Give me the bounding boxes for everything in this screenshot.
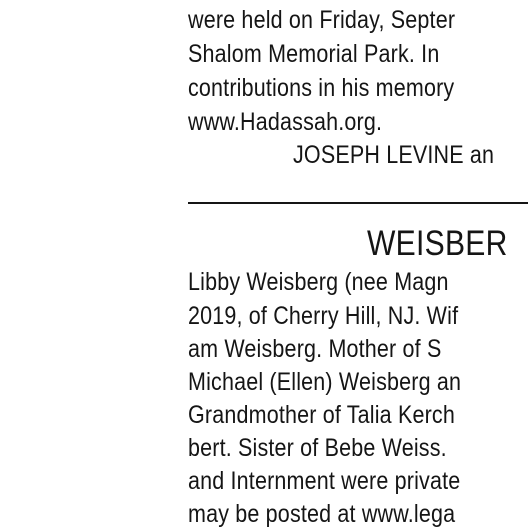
funeral-home-signature: JOSEPH LEVINE an — [293, 141, 495, 169]
obituary-line-7: and Internment were private — [188, 467, 461, 495]
obituary-line-5: Grandmother of Talia Kerch — [188, 401, 455, 429]
obituary-surname-heading: WEISBER — [367, 224, 508, 263]
obituary-line-1: Libby Weisberg (nee Magn — [188, 268, 449, 296]
obituary-line-2: 2019, of Cherry Hill, NJ. Wif — [188, 302, 459, 330]
section-divider — [188, 202, 528, 204]
obituary-line-3: am Weisberg. Mother of S — [188, 335, 442, 363]
obituary-line-8: may be posted at www.lega — [188, 500, 456, 528]
obituary-line-4: Michael (Ellen) Weisberg an — [188, 368, 462, 396]
previous-obituary-line-1: were held on Friday, Septer — [188, 6, 456, 34]
previous-obituary-line-2: Shalom Memorial Park. In — [188, 40, 440, 68]
obituary-line-6: bert. Sister of Bebe Weiss. — [188, 434, 447, 462]
previous-obituary-line-4: www.Hadassah.org. — [188, 108, 383, 136]
previous-obituary-line-3: contributions in his memory — [188, 74, 455, 102]
